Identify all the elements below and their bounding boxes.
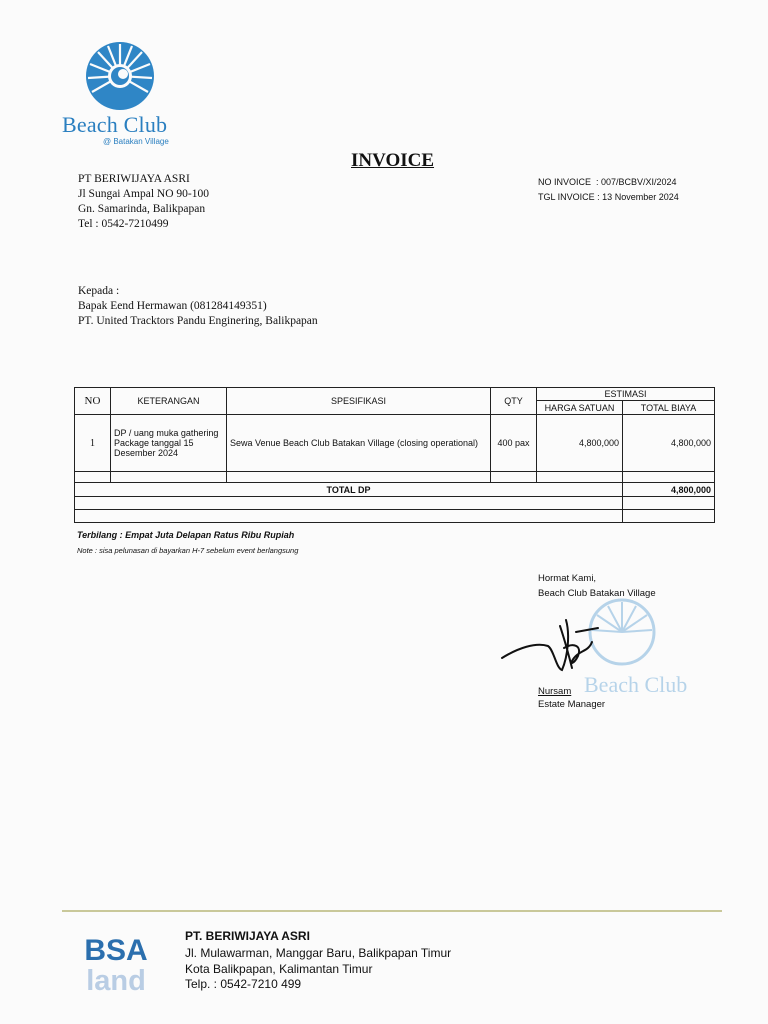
- svg-text:Beach Club: Beach Club: [584, 672, 688, 697]
- signer-block: [538, 685, 605, 711]
- header-keterangan: KETERANGAN: [111, 388, 227, 415]
- invoice-number: NO INVOICE : 007/BCBV/XI/2024: [538, 177, 677, 187]
- sender-phone: Tel : 0542-7210499: [78, 218, 169, 230]
- recipient-name: Bapak Eend Hermawan (081284149351): [78, 300, 267, 312]
- footer-address-1: Jl. Mulawarman, Manggar Baru, Balikpapan Timur: [185, 946, 452, 960]
- footer-company: PT. BERIWIJAYA ASRI: [185, 929, 310, 943]
- total-label: TOTAL DP: [75, 483, 623, 497]
- empty-row: [75, 510, 715, 523]
- recipient-company: PT. United Tracktors Pandu Enginering, Balikpapan: [78, 315, 318, 327]
- footer-address: [185, 946, 451, 993]
- logo-wordmark: Beach Club: [62, 112, 168, 137]
- invoice-table: [74, 387, 715, 523]
- closing-greeting: Hormat Kami,: [538, 573, 597, 584]
- header-estimasi: ESTIMASI: [537, 388, 715, 401]
- recipient-label: Kepada :: [78, 285, 120, 297]
- empty-row: [75, 472, 715, 483]
- sender-address-2: Gn. Samarinda, Balikpapan: [78, 203, 206, 215]
- footer-address-2: Kota Balikpapan, Kalimantan Timur: [185, 961, 373, 976]
- bsa-logo-bottom: land: [86, 965, 146, 994]
- invoice-title: INVOICE: [351, 150, 435, 171]
- bsa-logo-top: BSA: [84, 934, 148, 967]
- cell-no: 1: [75, 415, 111, 472]
- header-harga-satuan: HARGA SATUAN: [537, 401, 623, 415]
- empty-row: [75, 497, 715, 510]
- total-row: [75, 483, 715, 497]
- signature: [498, 612, 608, 682]
- signer-title: Estate Manager: [538, 699, 606, 710]
- footer-phone: Telp. : 0542-7210 499: [185, 977, 302, 991]
- sender-block: [78, 172, 209, 232]
- footer-divider: [62, 910, 722, 912]
- sender-company: PT BERIWIJAYA ASRI: [78, 173, 190, 185]
- closing-org: Beach Club Batakan Village: [538, 588, 656, 599]
- header-no: NO: [75, 388, 111, 415]
- logo-subtitle: @ Batakan Village: [103, 137, 169, 146]
- signer-name: Nursam: [538, 686, 572, 697]
- recipient-block: [78, 284, 318, 329]
- invoice-date: TGL INVOICE : 13 November 2024: [538, 192, 679, 202]
- cell-total-biaya: 4,800,000: [623, 415, 715, 472]
- table-row: [75, 415, 715, 472]
- header-spesifikasi: SPESIFIKASI: [227, 388, 491, 415]
- header-total-biaya: TOTAL BIAYA: [623, 401, 715, 415]
- header-qty: QTY: [491, 388, 537, 415]
- payment-note: Note : sisa pelunasan di bayarkan H-7 sebelum event berlangsung: [77, 546, 299, 555]
- cell-spesifikasi: Sewa Venue Beach Club Batakan Village (closing operational): [227, 415, 491, 472]
- cell-harga-satuan: 4,800,000: [537, 415, 623, 472]
- sender-address-1: Jl Sungai Ampal NO 90-100: [78, 188, 209, 200]
- cell-qty: 400 pax: [491, 415, 537, 472]
- total-value: 4,800,000: [623, 483, 715, 497]
- cell-keterangan: DP / uang muka gathering Package tanggal 15 Desember 2024: [111, 415, 227, 472]
- amount-in-words: Terbilang : Empat Juta Delapan Ratus Ribu Rupiah: [77, 530, 295, 540]
- invoice-meta: [538, 175, 679, 205]
- bsa-land-logo: [68, 932, 164, 994]
